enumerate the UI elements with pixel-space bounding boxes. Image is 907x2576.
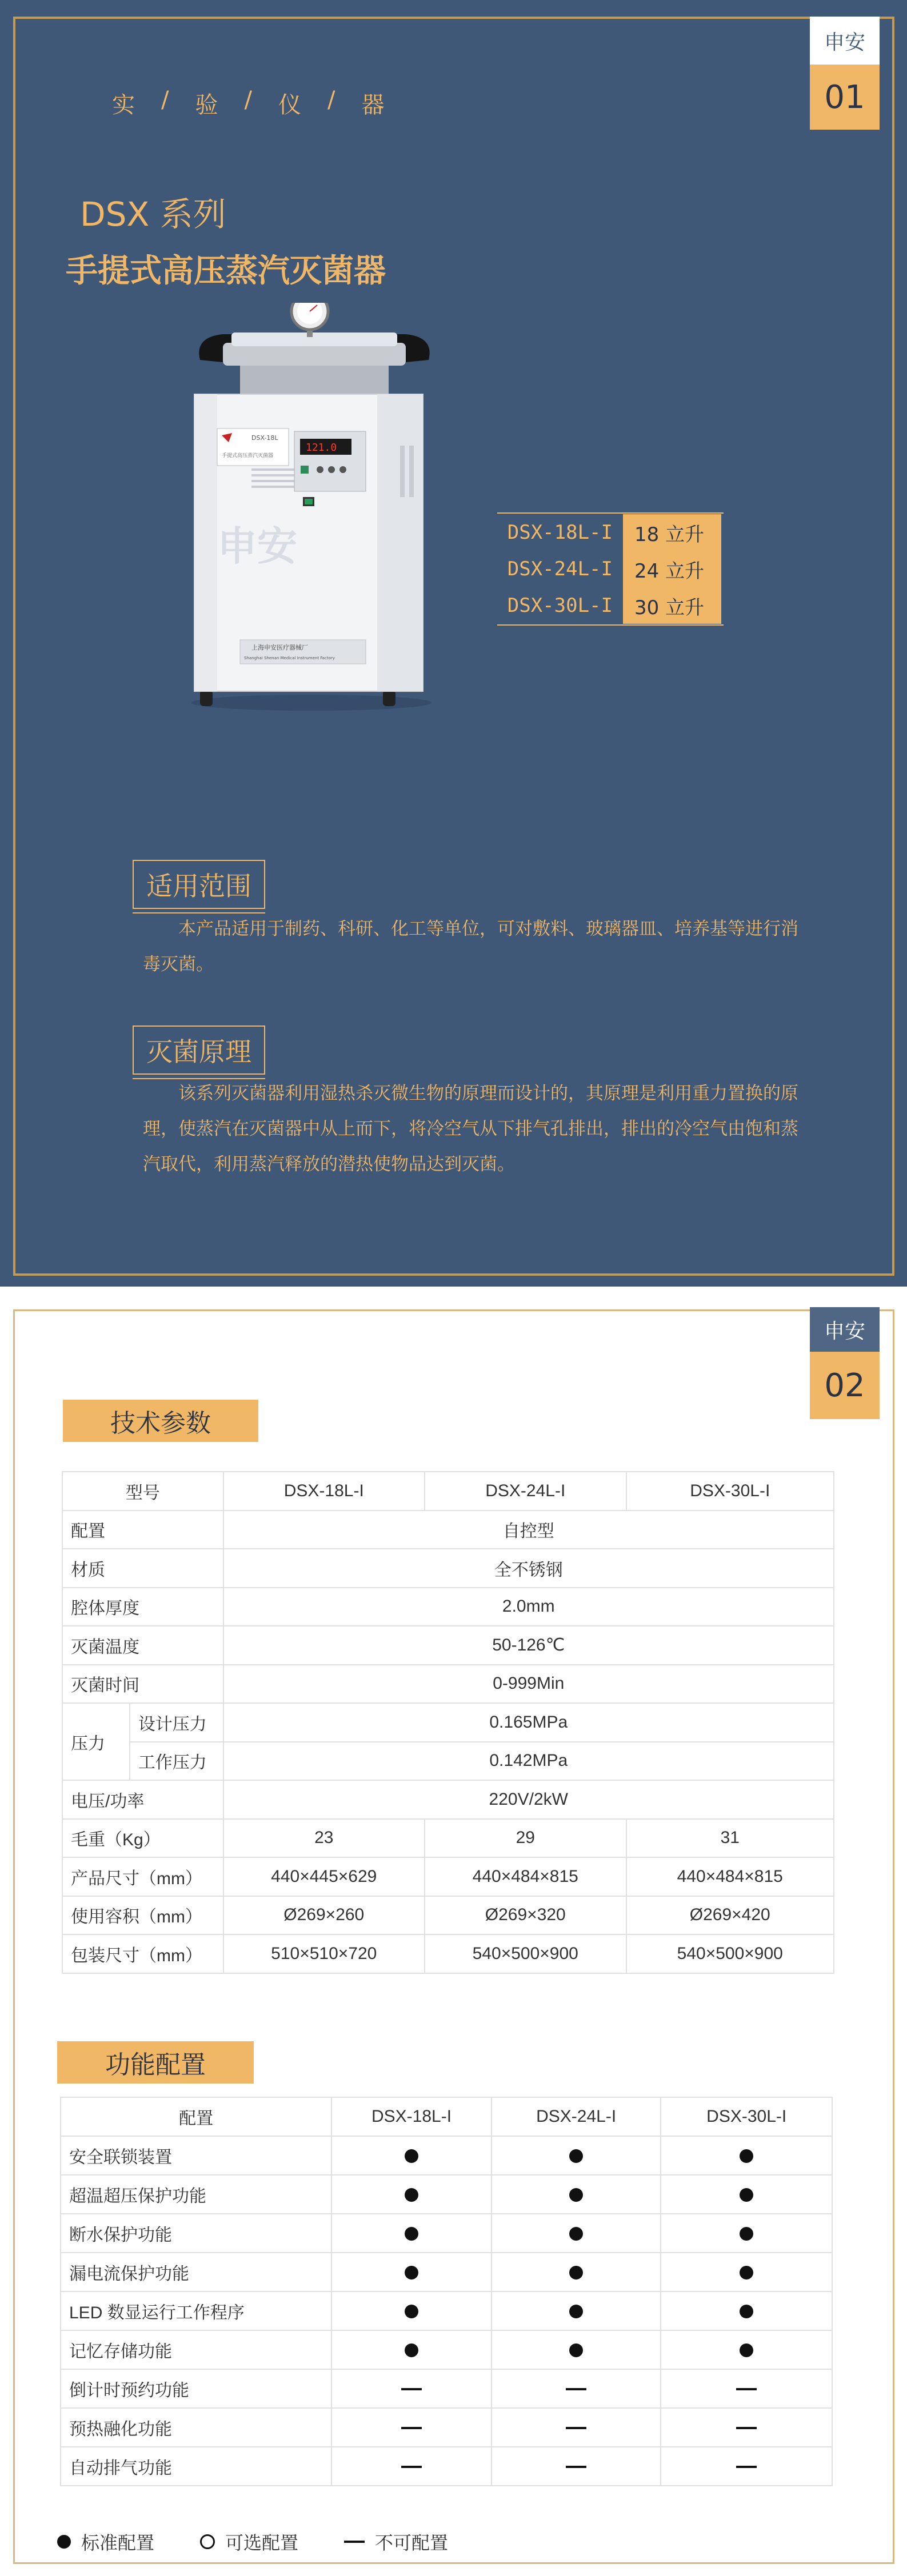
filled-dot-icon bbox=[740, 2149, 753, 2163]
status-cell bbox=[331, 2291, 492, 2330]
category-label bbox=[112, 87, 387, 119]
brand-tab bbox=[810, 17, 880, 130]
dash-icon bbox=[566, 2466, 586, 2468]
scope-line: 毒灭菌。 bbox=[143, 954, 214, 975]
filled-dot-icon bbox=[569, 2227, 583, 2241]
model-volume: 18 立升 bbox=[623, 514, 721, 551]
model-list bbox=[497, 514, 721, 624]
cell-value: 510×510×720 bbox=[223, 1934, 425, 1973]
row-label: 包装尺寸（mm） bbox=[62, 1934, 223, 1973]
table-row bbox=[61, 2175, 832, 2214]
principle-line: 理，使蒸汽在灭菌器中从上而下，将冷空气从下排气孔排出，排出的冷空气由饱和蒸 bbox=[143, 1119, 798, 1139]
category-char: 器 bbox=[361, 92, 388, 118]
legend-label: 不可配置 bbox=[375, 2533, 449, 2553]
column-header: DSX-18L-I bbox=[223, 1472, 425, 1511]
cell-value: Ø269×260 bbox=[223, 1896, 425, 1935]
table-row bbox=[62, 1780, 834, 1819]
brand-name: 申安 bbox=[810, 1307, 880, 1352]
filled-dot-icon bbox=[569, 2188, 583, 2202]
functions-table bbox=[60, 2097, 833, 2486]
table-row bbox=[62, 1934, 834, 1973]
legend-item bbox=[344, 2529, 448, 2555]
row-label: 设计压力 bbox=[130, 1703, 223, 1742]
row-label: 超温超压保护功能 bbox=[61, 2175, 331, 2214]
model-name: DSX-18L-I bbox=[507, 521, 613, 544]
table-row bbox=[62, 1588, 834, 1626]
row-label: 安全联锁装置 bbox=[61, 2136, 331, 2175]
brand-name: 申安 bbox=[810, 17, 880, 65]
filled-dot-icon bbox=[740, 2343, 753, 2357]
table-row bbox=[61, 2447, 832, 2486]
row-label: 记忆存储功能 bbox=[61, 2330, 331, 2369]
category-separator: / bbox=[161, 87, 173, 113]
status-cell bbox=[492, 2214, 661, 2253]
sterilizer-image bbox=[189, 303, 446, 714]
row-label: 漏电流保护功能 bbox=[61, 2253, 331, 2291]
status-cell bbox=[331, 2214, 492, 2253]
status-cell bbox=[492, 2330, 661, 2369]
dash-icon bbox=[344, 2541, 365, 2543]
filled-dot-icon bbox=[405, 2343, 418, 2357]
cell-value: 440×484×815 bbox=[626, 1857, 834, 1896]
dash-icon bbox=[566, 2427, 586, 2429]
row-label: 灭菌温度 bbox=[62, 1626, 223, 1665]
cell-value: 全不锈钢 bbox=[223, 1549, 834, 1588]
table-row bbox=[62, 1511, 834, 1549]
model-row bbox=[497, 551, 721, 587]
status-cell bbox=[331, 2175, 492, 2214]
divider bbox=[497, 512, 724, 514]
filled-dot-icon bbox=[740, 2305, 753, 2318]
category-char: 验 bbox=[195, 92, 222, 118]
cell-value: Ø269×320 bbox=[425, 1896, 626, 1935]
brand-tab bbox=[810, 1307, 880, 1419]
status-cell bbox=[492, 2175, 661, 2214]
table-row bbox=[62, 1896, 834, 1935]
nameplate-label: 手提式高压蒸汽灭菌器 bbox=[222, 453, 274, 459]
intro-panel bbox=[0, 0, 907, 1287]
column-header: DSX-24L-I bbox=[492, 2097, 661, 2136]
table-row bbox=[61, 2369, 832, 2408]
dash-icon bbox=[401, 2388, 422, 2390]
status-cell bbox=[661, 2408, 832, 2447]
filled-dot-icon bbox=[405, 2149, 418, 2163]
specs-panel bbox=[0, 1307, 907, 2576]
page-number: 02 bbox=[810, 1352, 880, 1419]
table-row bbox=[62, 1857, 834, 1896]
category-separator: / bbox=[244, 87, 255, 113]
cell-value: 0.142MPa bbox=[223, 1742, 834, 1781]
column-header: 配置 bbox=[61, 2097, 331, 2136]
filled-dot-icon bbox=[569, 2149, 583, 2163]
row-label: 材质 bbox=[62, 1549, 223, 1588]
table-row bbox=[62, 1703, 834, 1742]
cell-value: 540×500×900 bbox=[626, 1934, 834, 1973]
row-label: 预热融化功能 bbox=[61, 2408, 331, 2447]
cell-value: 0-999Min bbox=[223, 1665, 834, 1704]
model-row bbox=[497, 514, 721, 551]
status-cell bbox=[492, 2136, 661, 2175]
column-header: DSX-18L-I bbox=[331, 2097, 492, 2136]
filled-dot-icon bbox=[405, 2227, 418, 2241]
table-row bbox=[62, 1665, 834, 1704]
table-row bbox=[61, 2408, 832, 2447]
filled-dot-icon bbox=[569, 2305, 583, 2318]
status-cell bbox=[492, 2447, 661, 2486]
table-row bbox=[62, 1626, 834, 1665]
cell-value: 2.0mm bbox=[223, 1588, 834, 1626]
status-cell bbox=[331, 2447, 492, 2486]
table-row bbox=[61, 2214, 832, 2253]
filled-dot-icon bbox=[740, 2266, 753, 2279]
scope-line: 本产品适用于制药、科研、化工等单位，可对敷料、玻璃器皿、培养基等进行消 bbox=[178, 919, 798, 939]
row-label: 灭菌时间 bbox=[62, 1665, 223, 1704]
filled-dot-icon bbox=[405, 2188, 418, 2202]
model-name: DSX-30L-I bbox=[507, 594, 613, 617]
principle-heading: 灭菌原理 bbox=[133, 1025, 265, 1075]
functions-heading: 功能配置 bbox=[57, 2041, 254, 2084]
model-name: DSX-24L-I bbox=[507, 558, 613, 580]
row-label: 毛重（Kg） bbox=[62, 1819, 223, 1858]
status-cell bbox=[331, 2136, 492, 2175]
status-cell bbox=[661, 2369, 832, 2408]
cell-value: 540×500×900 bbox=[425, 1934, 626, 1973]
principle-line: 汽取代，利用蒸汽释放的潜热使物品达到灭菌。 bbox=[143, 1154, 515, 1175]
category-separator: / bbox=[327, 87, 339, 113]
product-title: 手提式高压蒸汽灭菌器 bbox=[66, 252, 386, 290]
dash-icon bbox=[566, 2388, 586, 2390]
status-cell bbox=[661, 2447, 832, 2486]
table-header-row bbox=[61, 2097, 832, 2136]
row-label: 腔体厚度 bbox=[62, 1588, 223, 1626]
table-row bbox=[61, 2330, 832, 2369]
cell-value: 自控型 bbox=[223, 1511, 834, 1549]
table-row bbox=[62, 1742, 834, 1781]
status-cell bbox=[661, 2330, 832, 2369]
cell-value: 29 bbox=[425, 1819, 626, 1858]
status-cell bbox=[492, 2408, 661, 2447]
model-row bbox=[497, 587, 721, 624]
watermark-logo: 申安 bbox=[217, 523, 297, 570]
status-cell bbox=[492, 2369, 661, 2408]
cell-value: 440×484×815 bbox=[425, 1857, 626, 1896]
specs-table bbox=[62, 1471, 834, 1974]
scope-text bbox=[143, 911, 846, 982]
row-label: 倒计时预约功能 bbox=[61, 2369, 331, 2408]
filled-dot-icon bbox=[405, 2266, 418, 2279]
specs-heading: 技术参数 bbox=[63, 1400, 258, 1442]
table-row bbox=[61, 2291, 832, 2330]
legend-label: 可选配置 bbox=[225, 2533, 299, 2553]
table-row bbox=[62, 1819, 834, 1858]
legend-item bbox=[57, 2529, 154, 2555]
filled-dot-icon bbox=[740, 2188, 753, 2202]
scope-heading: 适用范围 bbox=[133, 860, 265, 909]
status-cell bbox=[331, 2369, 492, 2408]
column-header: DSX-24L-I bbox=[425, 1472, 626, 1511]
status-cell bbox=[661, 2214, 832, 2253]
model-volume: 24 立升 bbox=[623, 551, 721, 587]
principle-line: 该系列灭菌器利用湿热杀灭微生物的原理而设计的，其原理是利用重力置换的原 bbox=[178, 1083, 798, 1104]
model-volume: 30 立升 bbox=[623, 587, 721, 624]
divider bbox=[497, 624, 724, 626]
principle-text bbox=[143, 1076, 846, 1182]
cell-value: 0.165MPa bbox=[223, 1703, 834, 1742]
nameplate-model: DSX-18L bbox=[251, 434, 278, 442]
cell-value: 220V/2kW bbox=[223, 1780, 834, 1819]
category-char: 仪 bbox=[278, 92, 305, 118]
category-char: 实 bbox=[112, 92, 138, 118]
row-label: 使用容积（mm） bbox=[62, 1896, 223, 1935]
status-cell bbox=[331, 2330, 492, 2369]
row-label: 配置 bbox=[62, 1511, 223, 1549]
status-cell bbox=[661, 2253, 832, 2291]
page-number: 01 bbox=[810, 65, 880, 130]
column-header: DSX-30L-I bbox=[661, 2097, 832, 2136]
cell-value: 440×445×629 bbox=[223, 1857, 425, 1896]
dash-icon bbox=[736, 2466, 757, 2468]
cell-value: 23 bbox=[223, 1819, 425, 1858]
filled-dot-icon bbox=[740, 2227, 753, 2241]
temperature-display: 121.0 bbox=[306, 442, 337, 454]
status-cell bbox=[661, 2291, 832, 2330]
status-cell bbox=[661, 2136, 832, 2175]
row-label: 工作压力 bbox=[130, 1742, 223, 1781]
cell-value: 50-126℃ bbox=[223, 1626, 834, 1665]
filled-dot-icon bbox=[57, 2535, 71, 2549]
row-label: 断水保护功能 bbox=[61, 2214, 331, 2253]
status-cell bbox=[331, 2408, 492, 2447]
status-cell bbox=[492, 2291, 661, 2330]
column-header: DSX-30L-I bbox=[626, 1472, 834, 1511]
cell-value: 31 bbox=[626, 1819, 834, 1858]
status-cell bbox=[331, 2253, 492, 2291]
dash-icon bbox=[736, 2427, 757, 2429]
maker-name-en: Shanghai Shenan Medical Instrument Factory bbox=[244, 656, 335, 660]
legend-label: 标准配置 bbox=[81, 2533, 155, 2553]
row-label: 自动排气功能 bbox=[61, 2447, 331, 2486]
row-label: 电压/功率 bbox=[62, 1780, 223, 1819]
legend-item bbox=[200, 2529, 298, 2555]
series-name: DSX 系列 bbox=[80, 195, 226, 234]
dash-icon bbox=[736, 2388, 757, 2390]
column-header: 型号 bbox=[62, 1472, 223, 1511]
filled-dot-icon bbox=[405, 2305, 418, 2318]
row-label: 产品尺寸（mm） bbox=[62, 1857, 223, 1896]
dash-icon bbox=[401, 2427, 422, 2429]
table-header-row bbox=[62, 1472, 834, 1511]
cell-value: Ø269×420 bbox=[626, 1896, 834, 1935]
row-group-label: 压力 bbox=[62, 1703, 130, 1780]
filled-dot-icon bbox=[569, 2343, 583, 2357]
filled-dot-icon bbox=[569, 2266, 583, 2279]
dash-icon bbox=[401, 2466, 422, 2468]
status-cell bbox=[661, 2175, 832, 2214]
table-row bbox=[61, 2136, 832, 2175]
row-label: LED 数显运行工作程序 bbox=[61, 2291, 331, 2330]
table-row bbox=[62, 1549, 834, 1588]
legend bbox=[57, 2529, 448, 2555]
table-row bbox=[61, 2253, 832, 2291]
maker-name: 上海申安医疗器械厂 bbox=[251, 644, 308, 651]
status-cell bbox=[492, 2253, 661, 2291]
hollow-circle-icon bbox=[200, 2534, 215, 2549]
